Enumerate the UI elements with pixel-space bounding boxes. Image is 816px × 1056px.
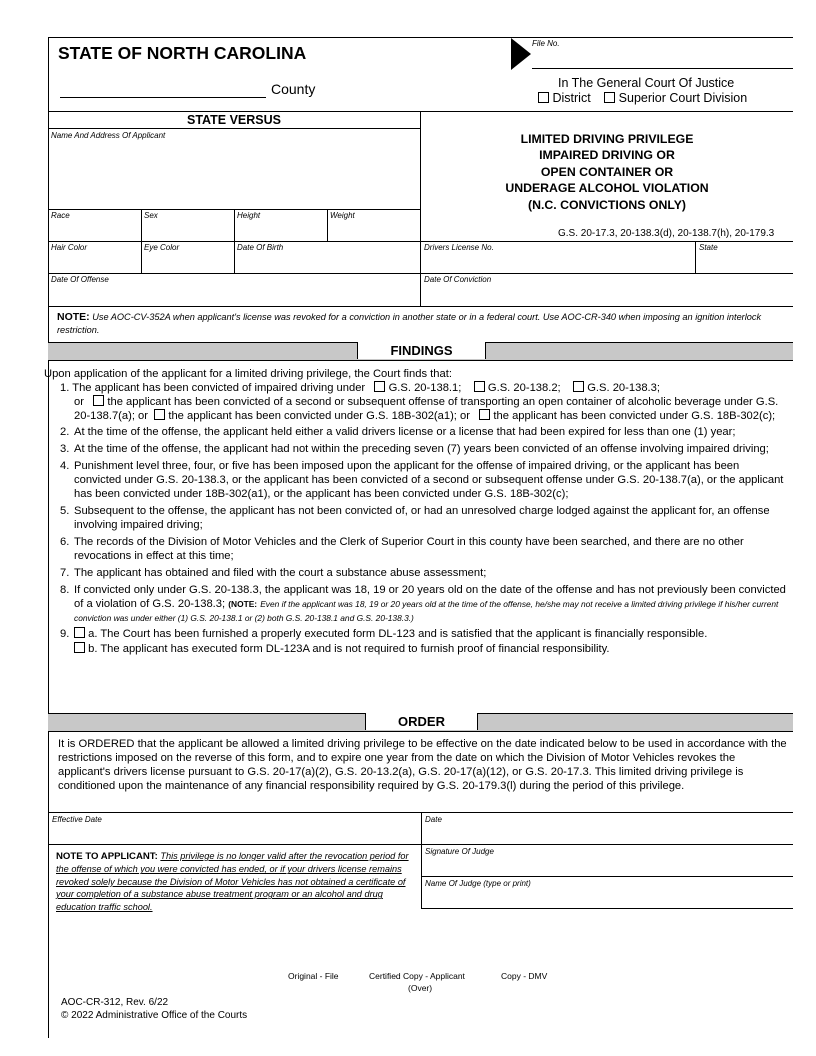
superior-court-label: Superior Court Division xyxy=(618,91,748,105)
finding-8: If convicted only under G.S. 20-138.3, the applicant was 18, 19 or 20 years old on the date of the offense and has not previously been convicted of a violation of G.S. 20-138.3; xyxy=(74,584,786,610)
finding-9b-checkbox[interactable] xyxy=(74,642,85,653)
name-judge-field[interactable] xyxy=(423,890,791,908)
copy-dmv: Copy - DMV xyxy=(501,971,548,981)
finding-9a-checkbox[interactable] xyxy=(74,627,85,638)
finding-1-option-3: G.S. 20-138.3; xyxy=(587,382,660,394)
form-title-line5: (N.C. CONVICTIONS ONLY) xyxy=(527,197,687,212)
finding-1-checkbox-18b-302-c[interactable] xyxy=(479,409,490,420)
copyright: © 2022 Administrative Office of the Courts xyxy=(61,1010,248,1021)
date-of-birth-label: Date Of Birth xyxy=(237,243,284,252)
date-label: Date xyxy=(425,815,442,824)
form-title-line2: IMPAIRED DRIVING OR xyxy=(539,148,675,163)
finding-6: The records of the Division of Motor Vehicles and the Clerk of Superior Court in this county have been searched, and there are no other revocations in effect at this time; xyxy=(74,536,744,562)
finding-1-option-4: the applicant has been convicted of a second or subsequent offense of transporting an open container of alcoholic beverage under G.S. 20-138.7(a); or xyxy=(74,396,779,422)
form-title-line3: OPEN CONTAINER OR xyxy=(540,164,674,179)
findings-intro: Upon application of the applicant for a limited driving privilege, the Court finds that: xyxy=(44,368,452,380)
date-of-conviction-label: Date Of Conviction xyxy=(424,275,492,284)
finding-8-note: Even if the applicant was 18, 19 or 20 years old at the time of the offense, he/she may not receive a limited driving privilege if his/her current conviction was under either (1) G.S. 20-138.1 or (2) both G.S. 20-138.1 and G.S. 20-138.3.) xyxy=(74,599,779,623)
effective-date-field[interactable] xyxy=(50,826,419,844)
finding-5: Subsequent to the offense, the applicant has not been convicted of, or had an unresolved charge lodged against the applicant for, an offense involving impaired driving; xyxy=(74,505,770,531)
form-title-line1: LIMITED DRIVING PRIVILEGE xyxy=(520,132,694,146)
finding-1-checkbox-18b-302-a1[interactable] xyxy=(154,409,165,420)
note-to-applicant-label: NOTE TO APPLICANT: xyxy=(56,851,158,862)
form-number: AOC-CR-312, Rev. 6/22 xyxy=(61,997,169,1008)
eye-color-label: Eye Color xyxy=(144,243,180,252)
order-text: It is ORDERED that the applicant be allowed a limited driving privilege to be effective on the date indicated below to be used in accordance with the restrictions imposed on the reverse of this form, and to expire one year from the date on which the Division of Motor Vehicles revokes the applicant's drivers license pursuant to G.S. 20-17(a)(2), G.S. 20-13.2(a), G.S. 20-17(a)(12), or G.S. 20-17.3. This limited driving privilege is conditioned upon the maintenance of any financial responsibility required by G.S. 20-179.3(l) during the period of this privilege. xyxy=(58,738,787,792)
finding-1-option-5: the applicant has been convicted under G.S. 18B-302(a1); or xyxy=(168,410,470,422)
finding-1-option-2: G.S. 20-138.2; xyxy=(487,382,561,394)
finding-1-checkbox-20-138-2[interactable] xyxy=(474,381,485,392)
drivers-license-label: Drivers License No. xyxy=(424,243,494,252)
district-label: District xyxy=(552,91,591,105)
finding-1-checkbox-open-container[interactable] xyxy=(93,395,104,406)
finding-4: Punishment level three, four, or five has been imposed upon the applicant for the offense of impaired driving, or the applicant has been convicted under G.S. 20-138.3, or the applicant has been convicted of a second or subsequent offense under G.S. 20-138.7(a), or the applicant has been convicted under 18B-302(a1), or the applicant has been convicted under G.S. 18B-302(c); xyxy=(74,460,784,500)
form-title-line4: UNDERAGE ALCOHOL VIOLATION xyxy=(505,181,709,196)
order-title: ORDER xyxy=(365,713,478,730)
finding-1-text: 1. The applicant has been convicted of impaired driving under xyxy=(60,382,366,394)
state-versus-heading: STATE VERSUS xyxy=(187,113,281,127)
sex-label: Sex xyxy=(144,211,158,220)
finding-1-or: or xyxy=(74,396,84,408)
name-judge-label: Name Of Judge (type or print) xyxy=(425,879,531,888)
over-label: (Over) xyxy=(408,983,433,993)
finding-2: At the time of the offense, the applicant held either a valid drivers license or a license that had been expired for less than one (1) year; xyxy=(74,426,736,438)
state-title: STATE OF NORTH CAROLINA xyxy=(58,43,307,63)
statutes: G.S. 20-17.3, 20-138.3(d), 20-138.7(h), 20-179.3 xyxy=(558,228,775,239)
height-label: Height xyxy=(237,211,261,220)
form-title xyxy=(421,131,793,213)
finding-1-option-6b: been convicted under G.S. 18B-302(c); xyxy=(581,410,776,422)
hair-color-label: Hair Color xyxy=(51,243,88,252)
state-label: State xyxy=(699,243,718,252)
district-checkbox[interactable] xyxy=(538,92,549,103)
name-address-label: Name And Address Of Applicant xyxy=(51,131,166,140)
finding-1-option-6a: the applicant has xyxy=(493,410,579,422)
note-to-applicant-text: This privilege is no longer valid after the revocation period for the offense of which you were convicted has ended, or if your drivers license remains revoked solely because the Division of Motor Vehicles has not obtained a certificate of your completion of a substance abuse treatment program or an alcohol and drug education traffic school. xyxy=(56,851,409,912)
file-arrow-icon xyxy=(511,38,531,70)
weight-label: Weight xyxy=(330,211,355,220)
signature-judge-label: Signature Of Judge xyxy=(425,847,494,856)
note-label: NOTE: xyxy=(57,311,90,323)
name-address-field[interactable] xyxy=(50,142,418,208)
copy-original: Original - File xyxy=(288,971,339,981)
signature-judge-field[interactable] xyxy=(423,858,791,876)
county-input-line[interactable] xyxy=(60,97,266,98)
effective-date-label: Effective Date xyxy=(52,815,102,824)
finding-1-checkbox-20-138-1[interactable] xyxy=(374,381,385,392)
finding-9a: a. The Court has been furnished a properly executed form DL-123 and is satisfied that the applicant is financially responsible. xyxy=(88,628,708,640)
finding-1-checkbox-20-138-3[interactable] xyxy=(573,381,584,392)
note-text: Use AOC-CV-352A when applicant's license was revoked for a conviction in another state or in a federal court. Use AOC-CR-340 when imposing an ignition interlock restriction. xyxy=(57,312,762,335)
finding-7: The applicant has obtained and filed with the court a substance abuse assessment; xyxy=(74,567,487,579)
finding-8-note-label: (NOTE: xyxy=(228,599,258,609)
court-line: In The General Court Of Justice xyxy=(558,76,735,90)
copy-certified: Certified Copy - Applicant xyxy=(369,971,465,981)
superior-court-checkbox[interactable] xyxy=(604,92,615,103)
race-label: Race xyxy=(51,211,70,220)
file-no-label: File No. xyxy=(532,39,560,48)
date-field[interactable] xyxy=(423,826,791,844)
finding-3: At the time of the offense, the applicant had not within the preceding seven (7) years been convicted of an offense involving impaired driving; xyxy=(74,443,769,455)
findings-section: Upon application of the applicant for a limited driving privilege, the Court finds that: 1. The applicant has been convicted of impaired driving under G.S. 20-138.1; G.S. 20-138.2; G.S. 20-138.3; or the applicant has been convicted of a second or subsequent offense of transporting an open container of alcoholic beverage under G.S. 20-138.7(a); or the applicant has been convicted under G.S. 18B-302(a1); or the applicant has been convicted under G.S. 18B-302(c); 2. At the time of the offense, the applicant held either a valid drivers license or a license that had been expired for less than one (1) year; 3. At the time of the offense, the applicant had not within the preceding seven (7) years been convicted of an offense involving impaired driving; 4. Punishment level three, four, or five has been imposed upon the applicant for the offense of impaired driving, or the applicant has been convicted under G.S. 20-138.3, or the applicant has been convicted of a second or subsequent offense under G.S. 20-138.7(a), or the applicant has been convicted under 18B-302(a1), or the applicant has been convicted under G.S. 18B-302(c); 5. Subsequent to the offense, the applicant has not been convicted of, or had an unresolved charge lodged against the applicant for, an offense involving impaired driving; 6. The records of the Division of Motor Vehicles and the Clerk of Superior Court in this county have been searched, and there are no other revocations in effect at this time; 7. The applicant has obtained and filed with the court a substance abuse assessment; 8. If convicted only under G.S. 20-138.3, the applicant was 18, 19 or 20 years old on the date of the offense and has not previously been convicted of a violation of G.S. 20-138.3; (NOTE: Even if the applicant was 18, 19 or 20 years old at the time of the offense, he/she may not receive a limited driving privilege if his/her current conviction was under either (1) G.S. 20-138.1 or (2) both G.S. 20-138.1 and G.S. 20-138.3.) 9. a. The Court has been furnished a properly executed form DL-123 and is satisfied that the applicant is financially responsible. b. The applicant has executed form DL-123A and is not required to furnish proof of financial responsibility. xyxy=(58,367,788,656)
finding-1-option-1: G.S. 20-138.1; xyxy=(388,382,462,394)
finding-9b: b. The applicant has executed form DL-123A and is not required to furnish proof of financial responsibility. xyxy=(88,643,610,655)
findings-title: FINDINGS xyxy=(357,342,486,359)
finding-9-number: 9. xyxy=(60,628,70,640)
date-of-offense-label: Date Of Offense xyxy=(51,275,109,284)
county-label: County xyxy=(271,81,316,97)
